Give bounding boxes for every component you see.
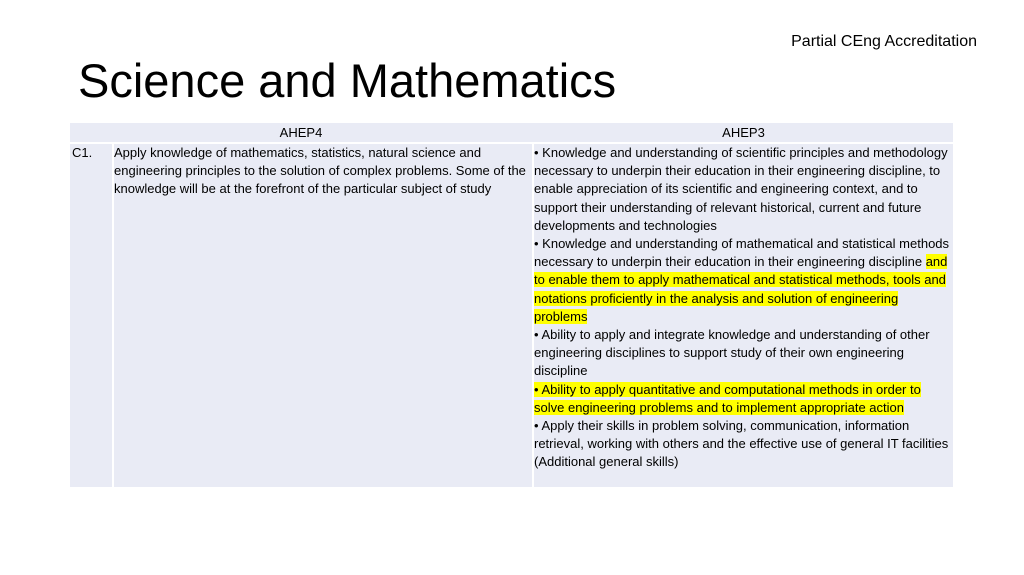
slide-title: Science and Mathematics: [78, 54, 617, 107]
ahep3-bullet-1: • Knowledge and understanding of scientific principles and methodology necessary to underpin their education in their engineering discipline, to enable appreciation of its scientific and engineering context, and to support their understanding of relevant historical, current and future developments and technologies: [534, 145, 948, 233]
ahep3-bullet-4: [534, 381, 953, 417]
ahep3-bullet-2-text: • Knowledge and understanding of mathematical and statistical methods necessary to underpin their education in their engineering discipline: [534, 236, 950, 270]
comparison-table: [70, 123, 953, 487]
ahep3-bullet-2: [534, 235, 953, 326]
row-code-cell: C1.: [72, 145, 93, 160]
ahep3-bullet-2-highlight: and to enable them to apply mathematical and statistical methods, tools and notations proficiently in the analysis and solution of engineering problems: [534, 254, 948, 324]
header-ahep4: AHEP4: [70, 123, 532, 142]
header-ahep3: AHEP3: [534, 123, 953, 142]
ahep3-bullet-5: • Apply their skills in problem solving, communication, information retrieval, working with others and the effective use of general IT facilities (Additional general skills): [534, 418, 949, 470]
ahep4-cell: Apply knowledge of mathematics, statistics, natural science and engineering principles to the solution of complex problems. Some of the knowledge will be at the forefront of the particular subject of study: [114, 145, 526, 197]
ahep3-cell: [534, 144, 953, 472]
ahep3-bullet-4-highlight: • Ability to apply quantitative and computational methods in order to solve engineering problems and to implement appropriate action: [534, 381, 921, 415]
slide-subtitle: Partial CEng Accreditation: [791, 33, 977, 50]
ahep3-bullet-3: • Ability to apply and integrate knowledge and understanding of other engineering disciplines to support study of their own engineering discipline: [534, 327, 930, 379]
